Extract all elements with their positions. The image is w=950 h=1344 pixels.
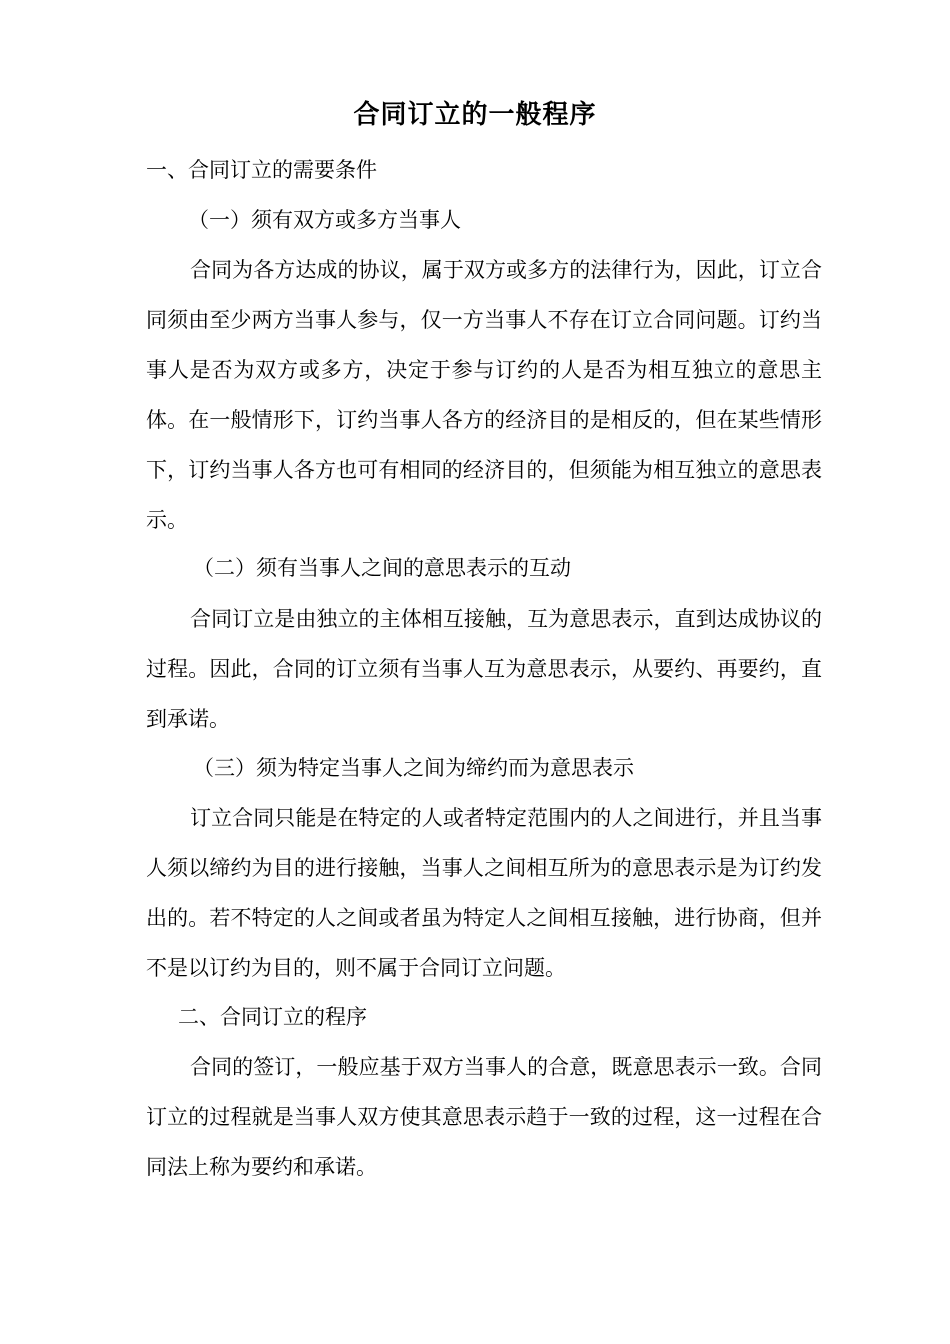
section-two-paragraph: 合同的签订，一般应基于双方当事人的合意，既意思表示一致。合同订立的过程就是当事人双方使其意思表示趋于一致的过程，这一过程在合同法上称为要约和承诺。 [146, 1055, 822, 1179]
subsection-three-heading: （三）须为特定当事人之间为缔约而为意思表示 [193, 756, 634, 780]
subsection-one-heading: （一）须有双方或多方当事人 [188, 208, 461, 232]
subsection-two-paragraph: 合同订立是由独立的主体相互接触，互为意思表示，直到达成协议的过程。因此，合同的订立须有当事人互为意思表示，从要约、再要约，直到承诺。 [146, 607, 822, 731]
subsection-three-paragraph: 订立合同只能是在特定的人或者特定范围内的人之间进行，并且当事人须以缔约为目的进行接触，当事人之间相互所为的意思表示是为订约发出的。若不特定的人之间或者虽为特定人之间相互接触，进行协商，但并不是以订约为目的，则不属于合同订立问题。 [146, 806, 822, 980]
section-two-heading: 二、合同订立的程序 [178, 1005, 367, 1029]
document-title: 合同订立的一般程序 [353, 100, 597, 130]
section-one-heading: 一、合同订立的需要条件 [146, 158, 377, 182]
subsection-one-paragraph: 合同为各方达成的协议，属于双方或多方的法律行为，因此，订立合同须由至少两方当事人参与，仅一方当事人不存在订立合同问题。订约当事人是否为双方或多方，决定于参与订约的人是否为相互独立的意思主体。在一般情形下，订约当事人各方的经济目的是相反的，但在某些情形下，订约当事人各方也可有相同的经济目的，但须能为相互独立的意思表示。 [146, 258, 822, 532]
subsection-two-heading: （二）须有当事人之间的意思表示的互动 [193, 556, 571, 580]
